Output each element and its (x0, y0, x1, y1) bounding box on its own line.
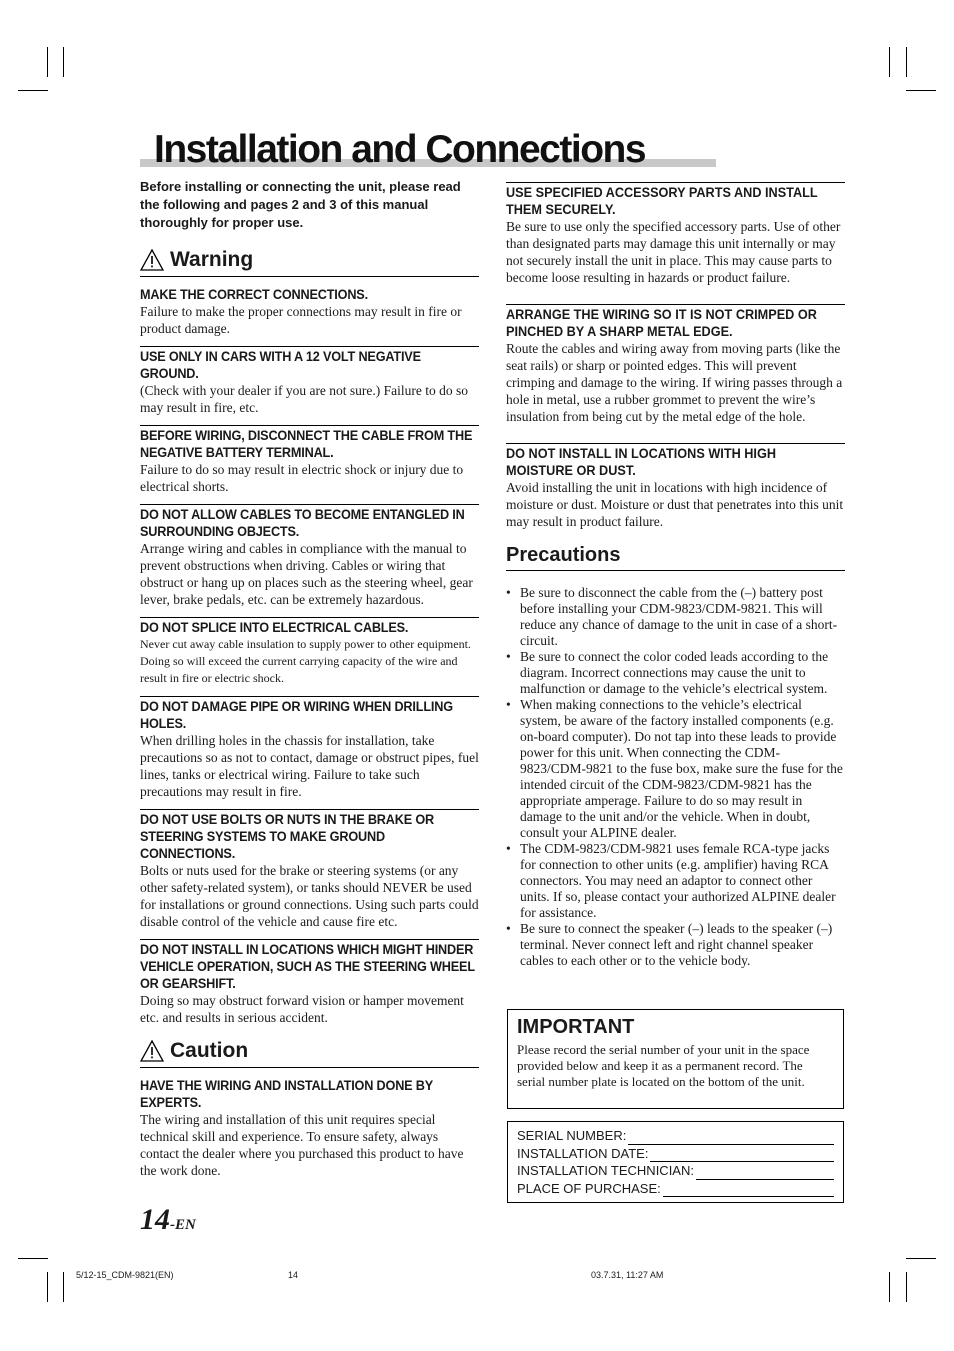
page-title-block (140, 126, 720, 174)
warning-item-head: USE ONLY IN CARS WITH A 12 VOLT NEGATIVE GROUND. (140, 349, 421, 381)
crop-mark (47, 1272, 48, 1302)
warning-item-head: BEFORE WIRING, DISCONNECT THE CABLE FROM THE NEGATIVE BATTERY TERMINAL. (140, 428, 473, 460)
caution-item (140, 1077, 479, 1179)
warning-item (140, 286, 479, 337)
installation-technician-label: INSTALLATION TECHNICIAN: (517, 1163, 694, 1178)
fill-line (663, 1183, 834, 1197)
footer-file: 5/12-15_CDM-9821(EN) (76, 1270, 174, 1280)
precautions-heading: Precautions (506, 542, 845, 571)
installation-date-field (517, 1145, 834, 1163)
page-number-suffix: -EN (170, 1217, 196, 1233)
warning-item (140, 809, 479, 930)
caution-heading (140, 1038, 479, 1068)
warning-item-head: USE SPECIFIED ACCESSORY PARTS AND INSTALL THEM SECURELY. (506, 185, 818, 217)
warning-item-head: MAKE THE CORRECT CONNECTIONS. (140, 287, 368, 302)
crop-mark (906, 1258, 936, 1259)
warning-heading (140, 247, 479, 277)
page-number-value: 14 (140, 1203, 170, 1236)
crop-mark (889, 1272, 890, 1302)
warning-item-body: Arrange wiring and cables in compliance with the manual to prevent obstructions when driving. Cables or wiring that obstruct or hang up on places such as the steering wheel, gear lever, brake pedals, etc. can be extremely hazardous. (140, 541, 473, 607)
warning-item-body: Avoid installing the unit in locations with high incidence of moisture or dust. Moisture or dust that penetrates into this unit may result in product failure. (506, 480, 844, 529)
warning-icon (140, 249, 164, 271)
intro-text: Before installing or connecting the unit, please read the following and pages 2 and 3 of this manual thoroughly for proper use. (140, 179, 461, 230)
crop-mark (18, 1258, 48, 1259)
record-box (507, 1121, 844, 1203)
crop-mark (63, 1272, 64, 1302)
list-item: • Be sure to disconnect the cable from the (–) battery post before installing your CDM-9823/CDM-9821. This will reduce any chance of damage to the unit in case of a short-circuit. (506, 585, 845, 649)
list-item: • The CDM-9823/CDM-9821 uses female RCA-type jacks for connection to other units (e.g. amplifier) having RCA connectors. You may need an adaptor to connect other units. If so, please contact your authorized ALPINE dealer for assistance. (506, 841, 845, 921)
important-body: Please record the serial number of your unit in the space provided below and keep it as a permanent record. The serial number plate is located on the bottom of the unit. (517, 1042, 810, 1089)
crop-mark (18, 90, 48, 91)
place-of-purchase-field (517, 1180, 834, 1198)
caution-item-body: The wiring and installation of this unit requires special technical skill and experience. To ensure safety, always contact the dealer where you purchased this product to have the work done. (140, 1112, 464, 1178)
caution-title: Caution (170, 1039, 249, 1062)
crop-mark (47, 47, 48, 77)
warning-item-body: Bolts or nuts used for the brake or steering systems (or any other safety-related system), or tanks should NEVER be used for installations or ground connections. Using such parts could disable control of the vehicle and cause fire etc. (140, 863, 479, 929)
warning-item-head: DO NOT SPLICE INTO ELECTRICAL CABLES. (140, 620, 409, 635)
warning-item-body: Route the cables and wiring away from moving parts (like the seat rails) or sharp or pointed edges. This will prevent crimping and damage to the wiring. If wiring passes through a hole in metal, use a rubber grommet to prevent the wire’s insulation from being cut by the metal edge of the hole. (506, 341, 843, 424)
warning-item-head: DO NOT USE BOLTS OR NUTS IN THE BRAKE OR STEERING SYSTEMS TO MAKE GROUND CONNECTIONS. (140, 812, 434, 861)
warning-item-body: Doing so may obstruct forward vision or hamper movement etc. and results in serious accident. (140, 993, 464, 1025)
place-of-purchase-label: PLACE OF PURCHASE: (517, 1180, 661, 1196)
fill-line (628, 1131, 834, 1145)
footer-page: 14 (288, 1270, 299, 1280)
precautions-list (506, 585, 845, 969)
warning-item-body: Be sure to use only the specified accessory parts. Use of other than designated parts may damage this unit internally or may not securely install the unit in place. This may cause parts to become loose resulting in hazards or product failure. (506, 219, 841, 285)
crop-mark (889, 47, 890, 77)
page-title: Installation and Connections (154, 128, 646, 171)
warning-item-body: Failure to do so may result in electric shock or injury due to electrical shorts. (140, 462, 464, 494)
warning-item (506, 443, 845, 530)
warning-item-body: Failure to make the proper connections may result in fire or product damage. (140, 304, 462, 336)
warning-item-head: DO NOT ALLOW CABLES TO BECOME ENTANGLED IN SURROUNDING OBJECTS. (140, 507, 465, 539)
caution-item-head: HAVE THE WIRING AND INSTALLATION DONE BY EXPERTS. (140, 1078, 433, 1110)
footer-date: 03.7.31, 11:27 AM (591, 1270, 664, 1280)
warning-item-head: ARRANGE THE WIRING SO IT IS NOT CRIMPED OR PINCHED BY A SHARP METAL EDGE. (506, 307, 817, 339)
right-column (506, 182, 845, 969)
warning-item (506, 304, 845, 425)
warning-item (140, 939, 479, 1026)
warning-item-head: DO NOT INSTALL IN LOCATIONS WITH HIGH MOISTURE OR DUST. (506, 446, 777, 478)
list-item: • Be sure to connect the speaker (–) leads to the speaker (–) terminal. Never connect left and right channel speaker cables to each other or to the vehicle body. (506, 921, 845, 969)
caution-icon (140, 1040, 164, 1062)
warning-item (140, 346, 479, 416)
crop-mark (906, 47, 907, 77)
warning-item-body: (Check with your dealer if you are not sure.) Failure to do so may result in fire, etc. (140, 383, 469, 415)
warning-item (140, 617, 479, 687)
warning-item (140, 504, 479, 608)
crop-mark (906, 1272, 907, 1302)
left-column (140, 178, 479, 1179)
crop-mark (906, 90, 936, 91)
serial-number-label: SERIAL NUMBER: (517, 1128, 627, 1143)
warning-item-head: DO NOT INSTALL IN LOCATIONS WHICH MIGHT HINDER VEHICLE OPERATION, SUCH AS THE STEERING WHEEL OR GEARSHIFT. (140, 942, 475, 991)
fill-line (696, 1166, 834, 1180)
fill-line (650, 1148, 834, 1162)
installation-technician-field (517, 1162, 834, 1180)
warning-item-head: DO NOT DAMAGE PIPE OR WIRING WHEN DRILLING HOLES. (140, 699, 453, 731)
warning-title: Warning (170, 248, 254, 271)
list-item: • When making connections to the vehicle’s electrical system, be aware of the factory installed components (e.g. on-board computer). Do not tap into these leads to provide power for this unit. When connecting the CDM-9823/CDM-9821 to the fuse box, make sure the fuse for the intended circuit of the CDM-9823/CDM-9821 has the appropriate amperage. Failure to do so may result in damage to the unit and/or the vehicle. When in doubt, consult your ALPINE dealer. (506, 697, 845, 841)
page-number (140, 1203, 196, 1237)
warning-item-body: Never cut away cable insulation to supply power to other equipment. Doing so will exceed the current carrying capacity of the wire and result in fire or electric shock. (140, 637, 471, 685)
warning-item-body: When drilling holes in the chassis for installation, take precautions so as not to contact, damage or obstruct pipes, fuel lines, tanks or electrical wiring. Failure to take such precautions may result in fire. (140, 733, 479, 799)
warning-item (506, 182, 845, 286)
crop-mark (63, 47, 64, 77)
installation-date-label: INSTALLATION DATE: (517, 1145, 649, 1161)
serial-number-field (517, 1127, 834, 1145)
important-heading: IMPORTANT (517, 1016, 635, 1038)
list-item: • Be sure to connect the color coded leads according to the diagram. Incorrect connections may cause the unit to malfunction or damage to the vehicle’s electrical system. (506, 649, 845, 697)
warning-item (140, 425, 479, 495)
important-box (507, 1009, 844, 1109)
warning-item (140, 696, 479, 800)
